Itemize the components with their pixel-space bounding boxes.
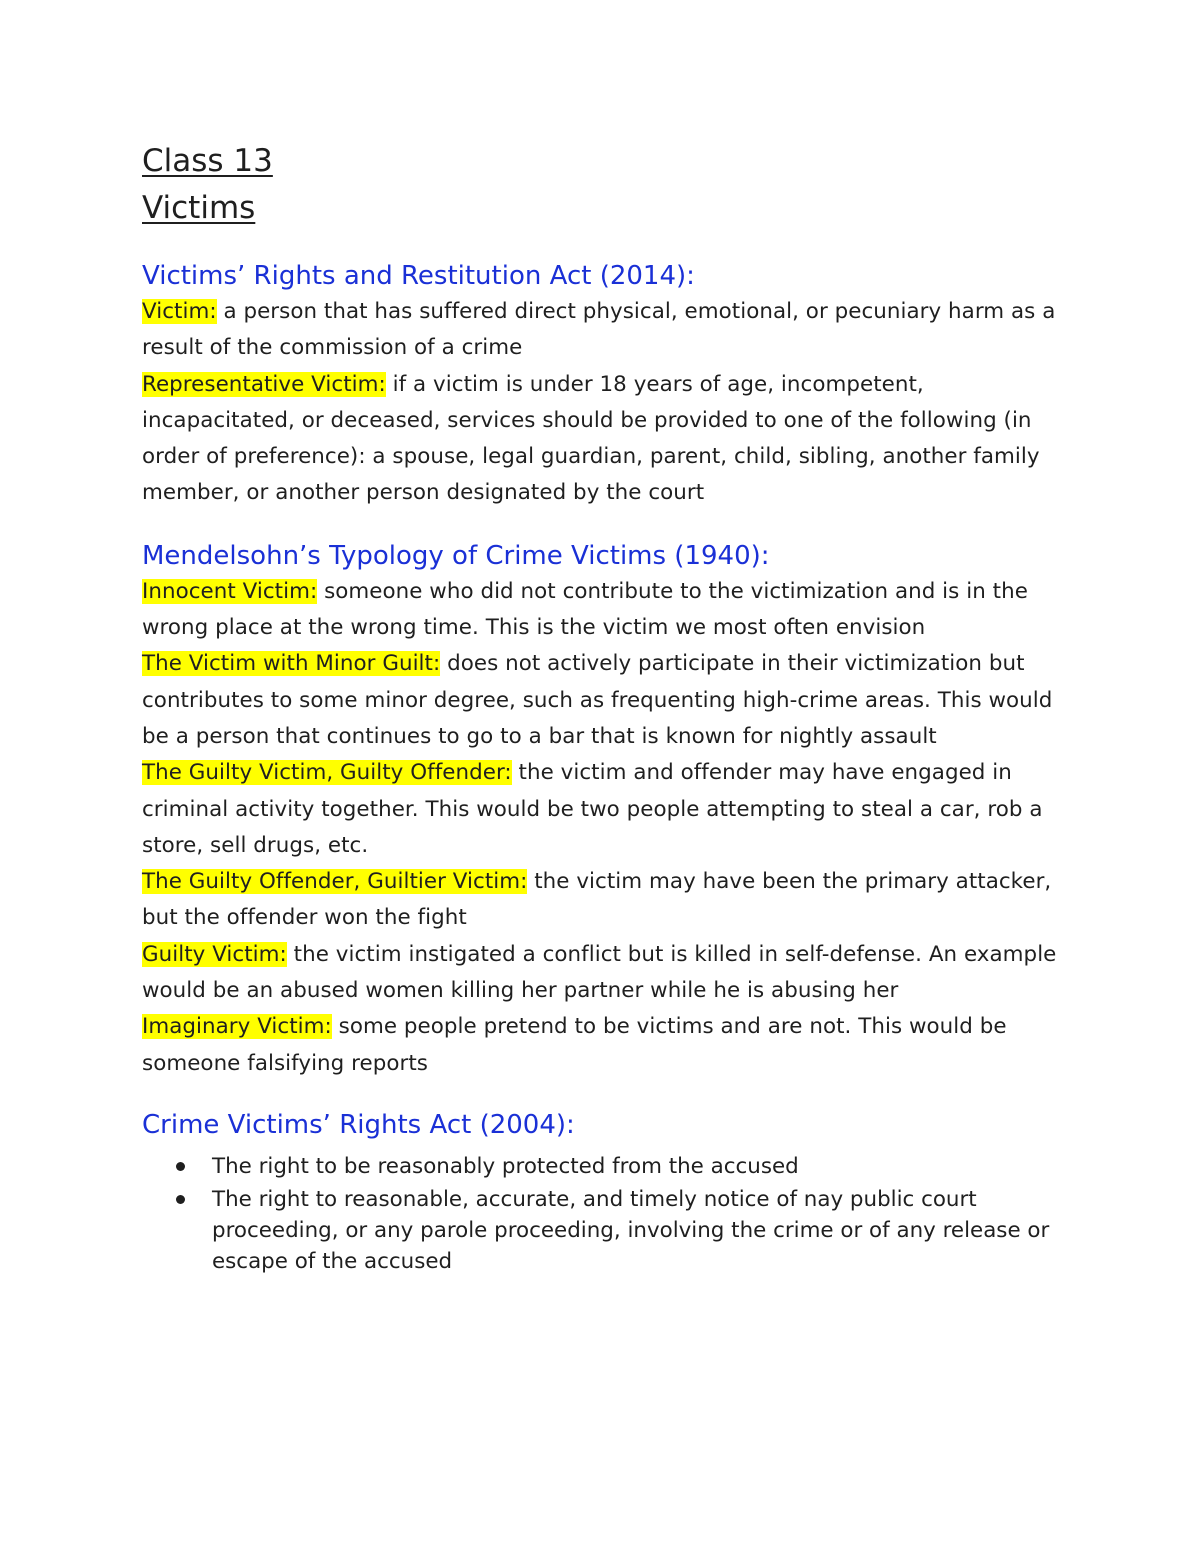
definition-text: a person that has suffered direct physical, emotional, or pecuniary harm as a result of the commission of a crime [142,299,1056,361]
typology-term: The Guilty Offender, Guiltier Victim: [142,869,528,895]
definition-term: Representative Victim: [142,371,386,397]
bullet-icon [176,1162,185,1171]
document-body [142,138,1072,1279]
typology-term: The Guilty Victim, Guilty Offender: [142,760,512,786]
typology-term: The Victim with Minor Guilt: [142,651,441,677]
bullet-icon [176,1195,185,1204]
rights-list [142,1151,1072,1277]
class-title: Class 13 [142,143,273,179]
definition-representative-victim [142,367,1072,512]
typology-text: some people pretend to be victims and are not. This would be someone falsifying reports [142,1014,1007,1076]
list-item [142,1184,1072,1277]
typology-text: the victim instigated a conflict but is killed in self-defense. An example would be an abused women killing her partner while he is abusing her [142,941,1057,1004]
typology-guilty-victim-guilty-offender [142,755,1072,864]
typology-text: someone who did not contribute to the victimization and is in the wrong place at the wrong time. This is the victim we most often envision [142,578,1028,641]
typology-term: Imaginary Victim: [142,1014,332,1040]
definition-text: if a victim is under 18 years of age, incompetent, incapacitated, or deceased, services should be provided to one of the following (in order of preference): a spouse, legal guardian, parent, child, sibling, another family member, or another person designated by the court [142,371,1040,506]
section-heading-mendelsohn: Mendelsohn’s Typology of Crime Victims (1940): [142,540,770,571]
list-item-text: The right to be reasonably protected from the accused [212,1153,799,1179]
typology-guilty-victim [142,937,1072,1010]
topic-title: Victims [142,190,256,226]
typology-text: the victim may have been the primary attacker, but the offender won the fight [142,869,1052,931]
typology-term: Guilty Victim: [142,941,287,967]
section-heading-vrra: Victims’ Rights and Restitution Act (2014): [142,261,695,291]
typology-guiltier-victim [142,864,1072,937]
definition-term: Victim: [142,299,217,324]
definition-victim [142,294,1072,367]
typology-imaginary-victim [142,1009,1072,1082]
typology-text: the victim and offender may have engaged in criminal activity together. This would be two people attempting to steal a car, rob a store, sell drugs, etc. [142,760,1043,858]
list-item [142,1151,1072,1182]
list-item-text: The right to reasonable, accurate, and timely notice of nay public court proceeding, or any parole proceeding, involving the crime or of any release or escape of the accused [212,1186,1050,1274]
typology-text: does not actively participate in their victimization but contributes to some minor degree, such as frequenting high-crime areas. This would be a person that continues to go to a bar that is known for nightly assault [142,651,1053,749]
typology-term: Innocent Victim: [142,578,318,604]
section-heading-cvra: Crime Victims’ Rights Act (2004): [142,1109,575,1140]
typology-minor-guilt [142,646,1072,755]
typology-innocent-victim [142,574,1072,647]
